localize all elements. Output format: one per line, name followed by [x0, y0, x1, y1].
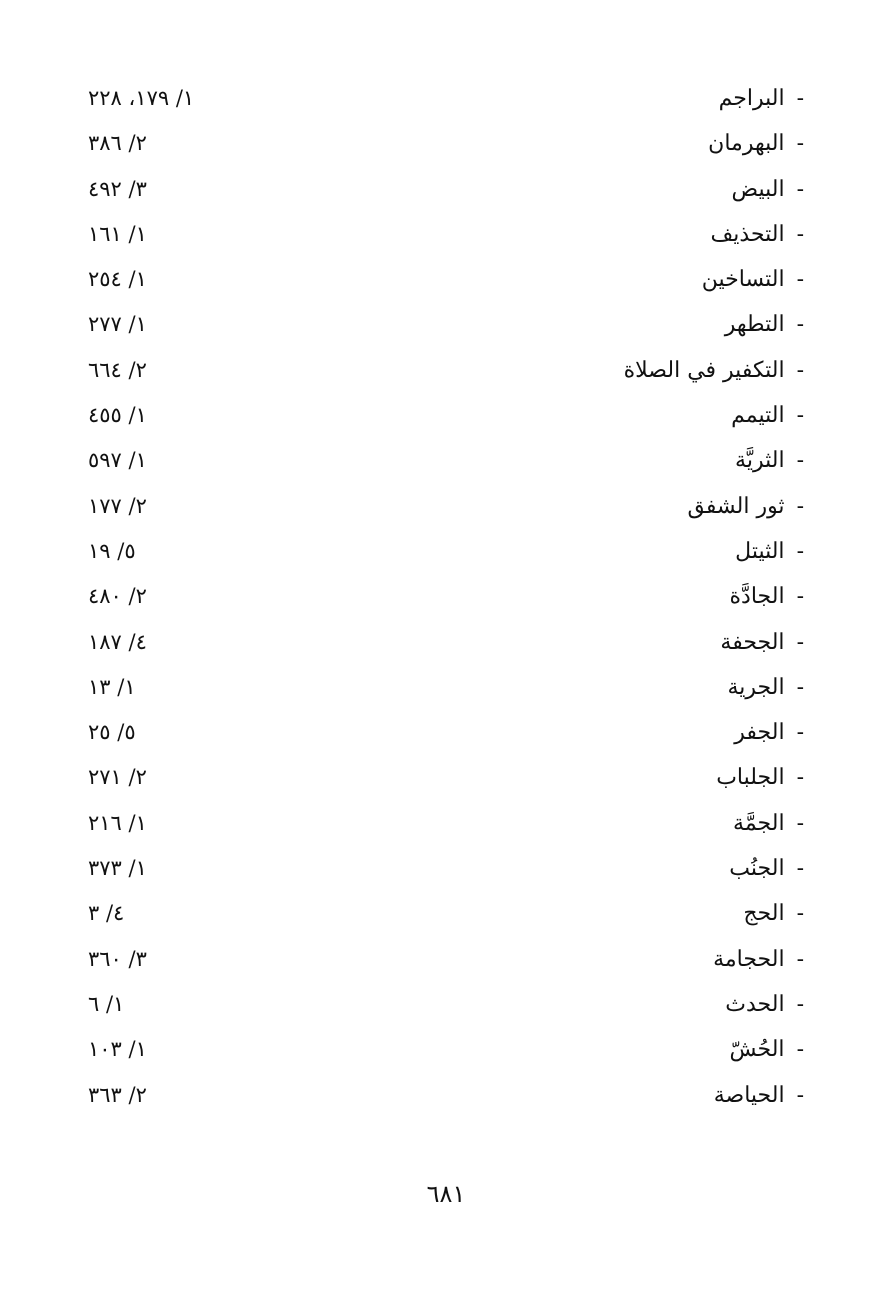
entry-reference: ٢/ ٣٦٣	[88, 1082, 147, 1107]
entry-dash: -	[796, 176, 804, 202]
entry-reference: ٢/ ٦٦٤	[88, 357, 147, 382]
entry-term-label: الحُشّ	[729, 1037, 785, 1063]
index-entry	[0, 348, 892, 393]
entry-term-label: الثيتل	[735, 538, 785, 564]
entry-dash: -	[796, 538, 804, 564]
entry-term	[725, 302, 804, 347]
entry-term-label: ثور الشفق	[687, 493, 785, 519]
entry-reference: ١/ ٤٥٥	[88, 403, 147, 428]
entry-reference: ٢/ ١٧٧	[88, 493, 147, 518]
entry-reference: ١/ ١٠٣	[88, 1037, 147, 1062]
entry-dash: -	[796, 267, 804, 293]
entry-term	[729, 1027, 804, 1072]
entry-reference: ١/ ٥٩٧	[88, 448, 147, 473]
entry-reference: ٢/ ٤٨٠	[88, 584, 147, 609]
entry-term-label: البراجم	[718, 86, 785, 111]
index-entry	[0, 665, 892, 710]
entry-term	[719, 76, 804, 121]
entry-term-label: البهرمان	[708, 131, 785, 157]
index-entry	[0, 937, 892, 982]
entry-dash: -	[796, 448, 804, 474]
entry-term-label: الجرية	[727, 674, 785, 700]
entry-dash: -	[796, 720, 804, 746]
entry-term-label: التيمم	[731, 403, 785, 429]
entry-reference: ٥/ ٢٥	[88, 720, 136, 745]
entry-term	[713, 937, 804, 982]
entry-term-label: البيض	[731, 176, 785, 202]
entry-reference: ٤/ ١٨٧	[88, 629, 147, 654]
entry-dash: -	[796, 946, 804, 972]
entry-term-label: التكفير في الصلاة	[623, 357, 785, 383]
entry-dash: -	[796, 856, 804, 882]
entry-term	[729, 846, 804, 891]
entry-term-label: الجحفة	[720, 629, 785, 655]
entry-term-label: الجمَّة	[733, 810, 785, 836]
entry-term-label: التحذيف	[710, 221, 785, 247]
entry-reference: ٢/ ٣٨٦	[88, 131, 147, 156]
index-entry	[0, 257, 892, 302]
entry-dash: -	[796, 1037, 804, 1063]
index-entry	[0, 755, 892, 800]
entry-term-label: الجادَّة	[729, 584, 785, 610]
index-entry	[0, 1027, 892, 1072]
entry-reference: ١/ ٣٧٣	[88, 856, 147, 881]
index-entry	[0, 484, 892, 529]
entry-term	[732, 167, 804, 212]
entry-term	[624, 348, 804, 393]
entry-reference: ٤/ ٣	[88, 901, 125, 926]
entry-term	[714, 1073, 804, 1118]
entry-term-label: الجنُب	[729, 856, 785, 882]
entry-term-label: التساخين	[701, 267, 785, 293]
page-number: ٦٨١	[426, 1180, 466, 1208]
entry-reference: ٣/ ٣٦٠	[88, 946, 147, 971]
index-entry	[0, 438, 892, 483]
entry-reference: ١/ ٢٥٤	[88, 267, 147, 292]
entry-term	[733, 801, 804, 846]
entry-reference: ١/ ٢١٦	[88, 810, 147, 835]
entry-term-label: الحدث	[725, 991, 785, 1017]
entry-reference: ١/ ١٧٩، ٢٢٨	[88, 86, 195, 110]
index-list	[0, 76, 892, 1118]
entry-dash: -	[796, 810, 804, 836]
entry-reference: ١/ ٢٧٧	[88, 312, 147, 337]
entry-dash: -	[796, 765, 804, 791]
entry-dash: -	[796, 629, 804, 655]
index-entry	[0, 212, 892, 257]
entry-term-label: الحياصة	[713, 1082, 785, 1108]
entry-dash: -	[796, 674, 804, 700]
entry-term	[730, 574, 804, 619]
index-entry	[0, 302, 892, 347]
index-entry	[0, 710, 892, 755]
entry-reference: ٣/ ٤٩٢	[88, 176, 147, 201]
entry-term	[735, 438, 804, 483]
entry-term	[734, 710, 804, 755]
entry-dash: -	[796, 357, 804, 383]
entry-term-label: الجفر	[734, 720, 785, 746]
entry-term-label: التطهر	[724, 312, 785, 338]
index-entry	[0, 121, 892, 166]
entry-dash: -	[796, 1082, 804, 1108]
index-entry	[0, 574, 892, 619]
index-entry	[0, 393, 892, 438]
index-entry	[0, 846, 892, 891]
index-entry	[0, 982, 892, 1027]
entry-term	[716, 755, 804, 800]
entry-term	[708, 121, 804, 166]
entry-reference: ٢/ ٢٧١	[88, 765, 147, 790]
index-entry	[0, 529, 892, 574]
entry-dash: -	[796, 221, 804, 247]
entry-dash: -	[796, 901, 804, 927]
entry-reference: ١/ ١٣	[88, 674, 136, 699]
entry-dash: -	[796, 86, 804, 111]
index-entry	[0, 891, 892, 936]
entry-term-label: الجلباب	[716, 765, 785, 791]
entry-term-label: الحجامة	[713, 946, 785, 972]
entry-reference: ١/ ٦	[88, 991, 125, 1016]
entry-term	[702, 257, 804, 302]
entry-term	[731, 393, 804, 438]
index-entry	[0, 1073, 892, 1118]
entry-term	[735, 529, 804, 574]
entry-term-label: الحج	[743, 901, 785, 927]
entry-reference: ٥/ ١٩	[88, 538, 136, 563]
entry-dash: -	[796, 312, 804, 338]
entry-term-label: الثريَّة	[735, 448, 785, 474]
entry-dash: -	[796, 991, 804, 1017]
entry-term	[710, 212, 804, 257]
entry-dash: -	[796, 131, 804, 157]
index-entry	[0, 76, 892, 121]
entry-term	[743, 891, 804, 936]
entry-dash: -	[796, 403, 804, 429]
entry-dash: -	[796, 584, 804, 610]
index-entry	[0, 620, 892, 665]
entry-dash: -	[796, 493, 804, 519]
entry-term	[720, 620, 804, 665]
entry-reference: ١/ ١٦١	[88, 221, 147, 246]
index-entry	[0, 801, 892, 846]
index-entry	[0, 167, 892, 212]
entry-term	[688, 484, 804, 529]
entry-term	[725, 982, 804, 1027]
entry-term	[727, 665, 804, 710]
